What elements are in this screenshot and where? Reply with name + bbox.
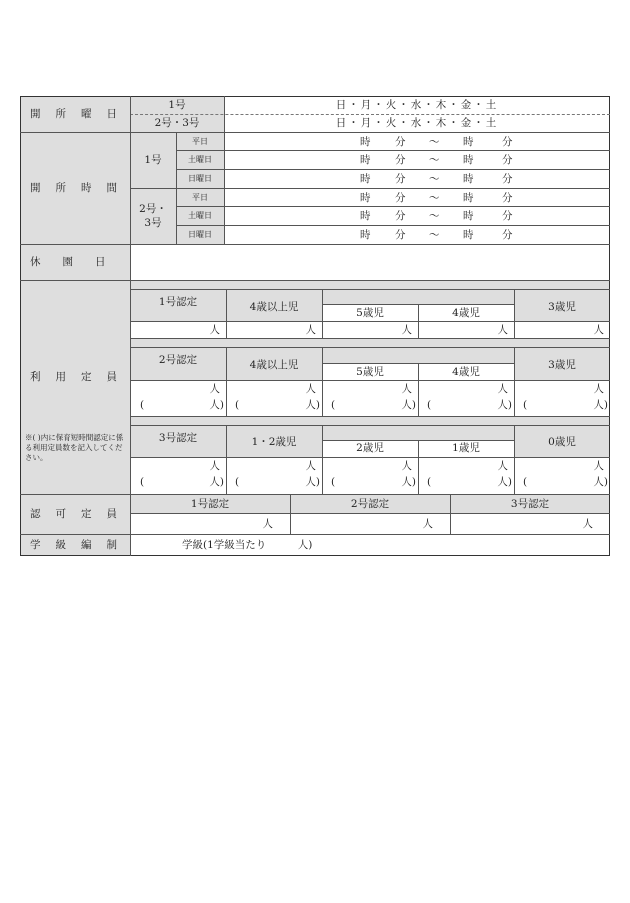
facility-form [20, 96, 610, 556]
time-hour-label: 時 [463, 210, 474, 222]
cert1-unit[interactable]: 人 [305, 324, 316, 336]
capacity-header: 利用定員 [30, 371, 132, 383]
daytype-weekday: 平日 [192, 137, 208, 146]
time-minute-label: 分 [395, 154, 406, 166]
time-hour-label: 時 [463, 173, 474, 185]
cert1-unit[interactable]: 人 [497, 324, 508, 336]
cert3-unit[interactable]: 人 [209, 460, 220, 472]
time-hour-label: 時 [463, 136, 474, 148]
cert2-paren-open: ( [427, 399, 432, 411]
cert2-unit[interactable]: 人 [305, 383, 316, 395]
time-minute-label: 分 [395, 229, 406, 241]
cert3-label: 3号認定 [158, 432, 198, 444]
cert1-label: 1号認定 [158, 296, 198, 308]
cert2-short-unit[interactable]: 人) [497, 399, 512, 411]
class-org-header: 学級編制 [30, 539, 132, 551]
cert2-short-unit[interactable]: 人) [593, 399, 608, 411]
approved-col3: 3号認定 [510, 498, 550, 510]
daytype-saturday: 土曜日 [188, 211, 212, 220]
time-tilde: ～ [429, 210, 440, 222]
time-hour-label: 時 [360, 210, 371, 222]
cert3-col3: 0歳児 [548, 436, 576, 448]
cert2-paren-open: ( [523, 399, 528, 411]
time-minute-label: 分 [502, 173, 513, 185]
time-minute-label: 分 [502, 136, 513, 148]
cert1-col3: 3歳児 [548, 301, 576, 313]
holidays-input[interactable] [131, 245, 609, 279]
cert3-unit[interactable]: 人 [593, 460, 604, 472]
time-tilde: ～ [429, 192, 440, 204]
cert3-col1: 1・2歳児 [251, 436, 297, 448]
cert3-paren-open: ( [331, 476, 336, 488]
approved-col1: 1号認定 [190, 498, 230, 510]
approved-unit[interactable]: 人 [582, 518, 593, 530]
cert1-unit[interactable]: 人 [209, 324, 220, 336]
time-minute-label: 分 [502, 192, 513, 204]
cert3-unit[interactable]: 人 [497, 460, 508, 472]
hours-group1-label: 1号 [144, 154, 162, 166]
daytype-sunday: 日曜日 [188, 174, 212, 183]
days-row2-label: 2号・3号 [154, 117, 200, 129]
time-tilde: ～ [429, 136, 440, 148]
time-hour-label: 時 [360, 136, 371, 148]
time-tilde: ～ [429, 173, 440, 185]
daytype-saturday: 土曜日 [188, 155, 212, 164]
daytype-weekday: 平日 [192, 193, 208, 202]
class-org-text[interactable]: 学級(1学級当たり 人) [182, 539, 313, 551]
time-minute-label: 分 [395, 136, 406, 148]
holidays-header: 休園日 [30, 256, 128, 268]
cert2-label: 2号認定 [158, 354, 198, 366]
time-tilde: ～ [429, 229, 440, 241]
cert2-col1: 4歳以上児 [249, 359, 299, 371]
time-hour-label: 時 [360, 173, 371, 185]
approved-unit[interactable]: 人 [262, 518, 273, 530]
capacity-note: ※( )内に保育短時間認定に係る利用定員数を記入してください。 [25, 433, 124, 462]
approved-unit[interactable]: 人 [422, 518, 433, 530]
cert2-unit[interactable]: 人 [209, 383, 220, 395]
cert3-short-unit[interactable]: 人) [401, 476, 416, 488]
time-minute-label: 分 [502, 229, 513, 241]
cert3-paren-open: ( [140, 476, 145, 488]
cert1-sub1: 5歳児 [356, 307, 384, 319]
time-tilde: ～ [429, 154, 440, 166]
days-row2-value[interactable]: 日・月・火・水・木・金・土 [335, 117, 499, 129]
cert2-col3: 3歳児 [548, 359, 576, 371]
time-minute-label: 分 [502, 154, 513, 166]
cert2-paren-open: ( [235, 399, 240, 411]
cert2-paren-open: ( [140, 399, 145, 411]
cert2-short-unit[interactable]: 人) [401, 399, 416, 411]
time-hour-label: 時 [463, 192, 474, 204]
cert3-short-unit[interactable]: 人) [209, 476, 224, 488]
hours-group2-label-line2: 3号 [144, 217, 162, 229]
time-hour-label: 時 [360, 229, 371, 241]
time-hour-label: 時 [463, 229, 474, 241]
cert2-paren-open: ( [331, 399, 336, 411]
time-minute-label: 分 [395, 173, 406, 185]
opening-hours-header: 開所時間 [30, 182, 132, 194]
cert1-sub2: 4歳児 [452, 307, 480, 319]
cert3-sub2: 1歳児 [452, 442, 480, 454]
cert2-unit[interactable]: 人 [593, 383, 604, 395]
cert3-paren-open: ( [235, 476, 240, 488]
cert3-short-unit[interactable]: 人) [497, 476, 512, 488]
days-row1-value[interactable]: 日・月・火・水・木・金・土 [335, 99, 499, 111]
cert3-paren-open: ( [427, 476, 432, 488]
cert3-paren-open: ( [523, 476, 528, 488]
cert3-sub1: 2歳児 [356, 442, 384, 454]
cert1-unit[interactable]: 人 [593, 324, 604, 336]
daytype-sunday: 日曜日 [188, 230, 212, 239]
cert3-short-unit[interactable]: 人) [305, 476, 320, 488]
cert2-unit[interactable]: 人 [497, 383, 508, 395]
approved-header: 認可定員 [30, 508, 132, 520]
cert1-col1: 4歳以上児 [249, 301, 299, 313]
time-hour-label: 時 [463, 154, 474, 166]
approved-col2: 2号認定 [350, 498, 390, 510]
cert2-sub2: 4歳児 [452, 366, 480, 378]
time-minute-label: 分 [395, 210, 406, 222]
cert1-unit[interactable]: 人 [401, 324, 412, 336]
days-row1-label: 1号 [168, 99, 186, 111]
hours-group2-label-line1: 2号・ [139, 203, 167, 215]
cert2-unit[interactable]: 人 [401, 383, 412, 395]
time-hour-label: 時 [360, 154, 371, 166]
cert2-sub1: 5歳児 [356, 366, 384, 378]
cert3-unit[interactable]: 人 [401, 460, 412, 472]
time-minute-label: 分 [502, 210, 513, 222]
time-hour-label: 時 [360, 192, 371, 204]
time-minute-label: 分 [395, 192, 406, 204]
cert2-short-unit[interactable]: 人) [209, 399, 224, 411]
opening-days-header: 開所曜日 [30, 108, 132, 120]
cert2-short-unit[interactable]: 人) [305, 399, 320, 411]
cert3-unit[interactable]: 人 [305, 460, 316, 472]
cert3-short-unit[interactable]: 人) [593, 476, 608, 488]
